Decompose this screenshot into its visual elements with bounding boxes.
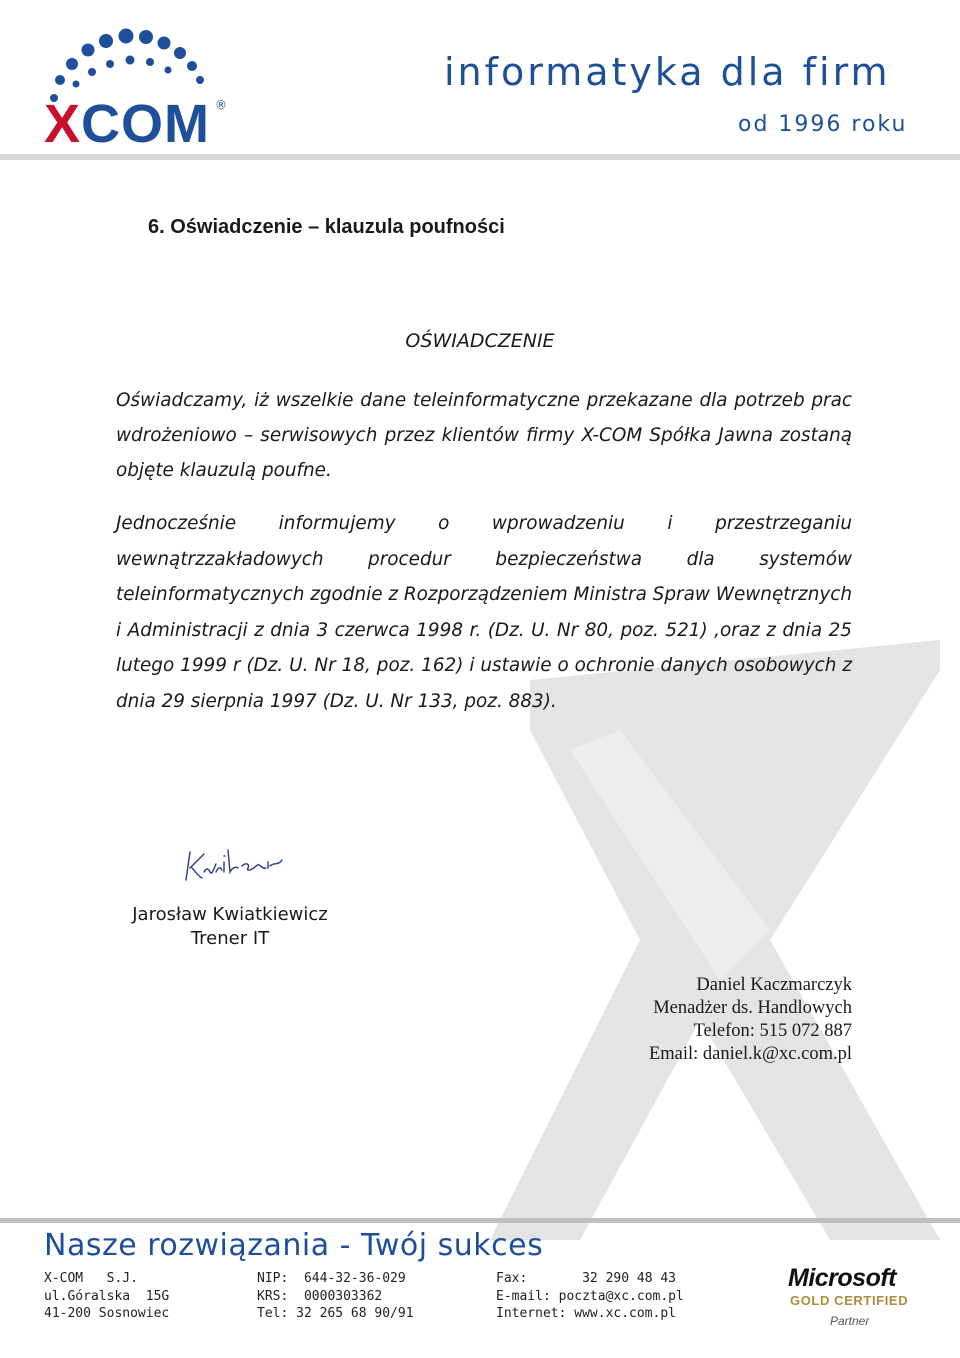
footer-divider bbox=[0, 1218, 960, 1223]
declaration-paragraph-1: Oświadczamy, iż wszelkie dane teleinformatyczne przekazane dla potrzeb prac wdrożeniowo – serwisowych przez klientów firmy X-COM Spółka Jawna zostaną objęte klauzulą poufne. bbox=[116, 390, 852, 481]
section-heading: 6. Oświadczenie – klauzula poufności bbox=[148, 216, 505, 238]
header-divider bbox=[0, 154, 960, 160]
signer-right-role: Menadżer ds. Handlowych bbox=[653, 998, 852, 1018]
signer-right-name: Daniel Kaczmarczyk bbox=[696, 975, 852, 995]
footer-tel: Tel: 32 265 68 90/91 bbox=[257, 1306, 414, 1321]
footer-email[interactable]: E-mail: poczta@xc.com.pl bbox=[496, 1288, 684, 1304]
gold-certified-label: GOLD CERTIFIED bbox=[790, 1293, 909, 1308]
logo-letters: COM bbox=[81, 94, 211, 154]
footer-nip: NIP: 644-32-36-029 bbox=[257, 1271, 406, 1286]
signer-left-role: Trener IT bbox=[190, 928, 270, 949]
handwritten-signature bbox=[180, 838, 290, 888]
company-logo bbox=[44, 96, 210, 152]
signer-left bbox=[120, 903, 340, 951]
footer-city: 41-200 Sosnowiec bbox=[44, 1306, 170, 1321]
footer-fax: Fax: 32 290 48 43 bbox=[496, 1271, 677, 1286]
footer-slogan: Nasze rozwiązania - Twój sukces bbox=[44, 1228, 544, 1263]
declaration-title: OŚWIADCZENIE bbox=[405, 330, 555, 352]
signer-right-email[interactable]: Email: daniel.k@xc.com.pl bbox=[648, 1044, 852, 1064]
footer-contact bbox=[496, 1270, 684, 1323]
signer-right-phone: Telefon: 515 072 887 bbox=[693, 1021, 852, 1041]
header-since: od 1996 roku bbox=[738, 112, 908, 137]
logo-letter-x: X bbox=[44, 94, 82, 154]
footer-address bbox=[44, 1270, 169, 1323]
footer-street: ul.Góralska 15G bbox=[44, 1288, 170, 1304]
partner-label: Partner bbox=[830, 1314, 870, 1328]
footer-website[interactable]: Internet: www.xc.com.pl bbox=[496, 1306, 677, 1321]
footer-company: X-COM S.J. bbox=[44, 1271, 138, 1286]
signer-left-name: Jarosław Kwiatkiewicz bbox=[132, 904, 328, 925]
footer-krs: KRS: 0000303362 bbox=[257, 1288, 383, 1304]
footer-registry bbox=[257, 1270, 414, 1323]
registered-mark: ® bbox=[215, 98, 227, 112]
declaration-paragraph-2: Jednocześnie informujemy o wprowadzeniu i przestrzeganiu wewnątrzzakładowych procedur bezpieczeństwa dla systemów teleinformatycznych zgodnie z Rozporządzeniem Ministra Spraw Wewnętrznych i Administracji z dnia 3 czerwca 1998 r. (Dz. U. Nr 80, poz. 521) ,oraz z dnia 25 lutego 1999 r (Dz. U. Nr 18, poz. 162) i ustawie o ochronie danych osobowych z dnia 29 sierpnia 1997 (Dz. U. Nr 133, poz. 883). bbox=[116, 513, 852, 712]
header-tagline: informatyka dla firm bbox=[444, 50, 891, 94]
microsoft-logo: Microsoft bbox=[788, 1264, 896, 1292]
signer-right bbox=[600, 974, 852, 1066]
x-watermark bbox=[470, 640, 960, 1240]
